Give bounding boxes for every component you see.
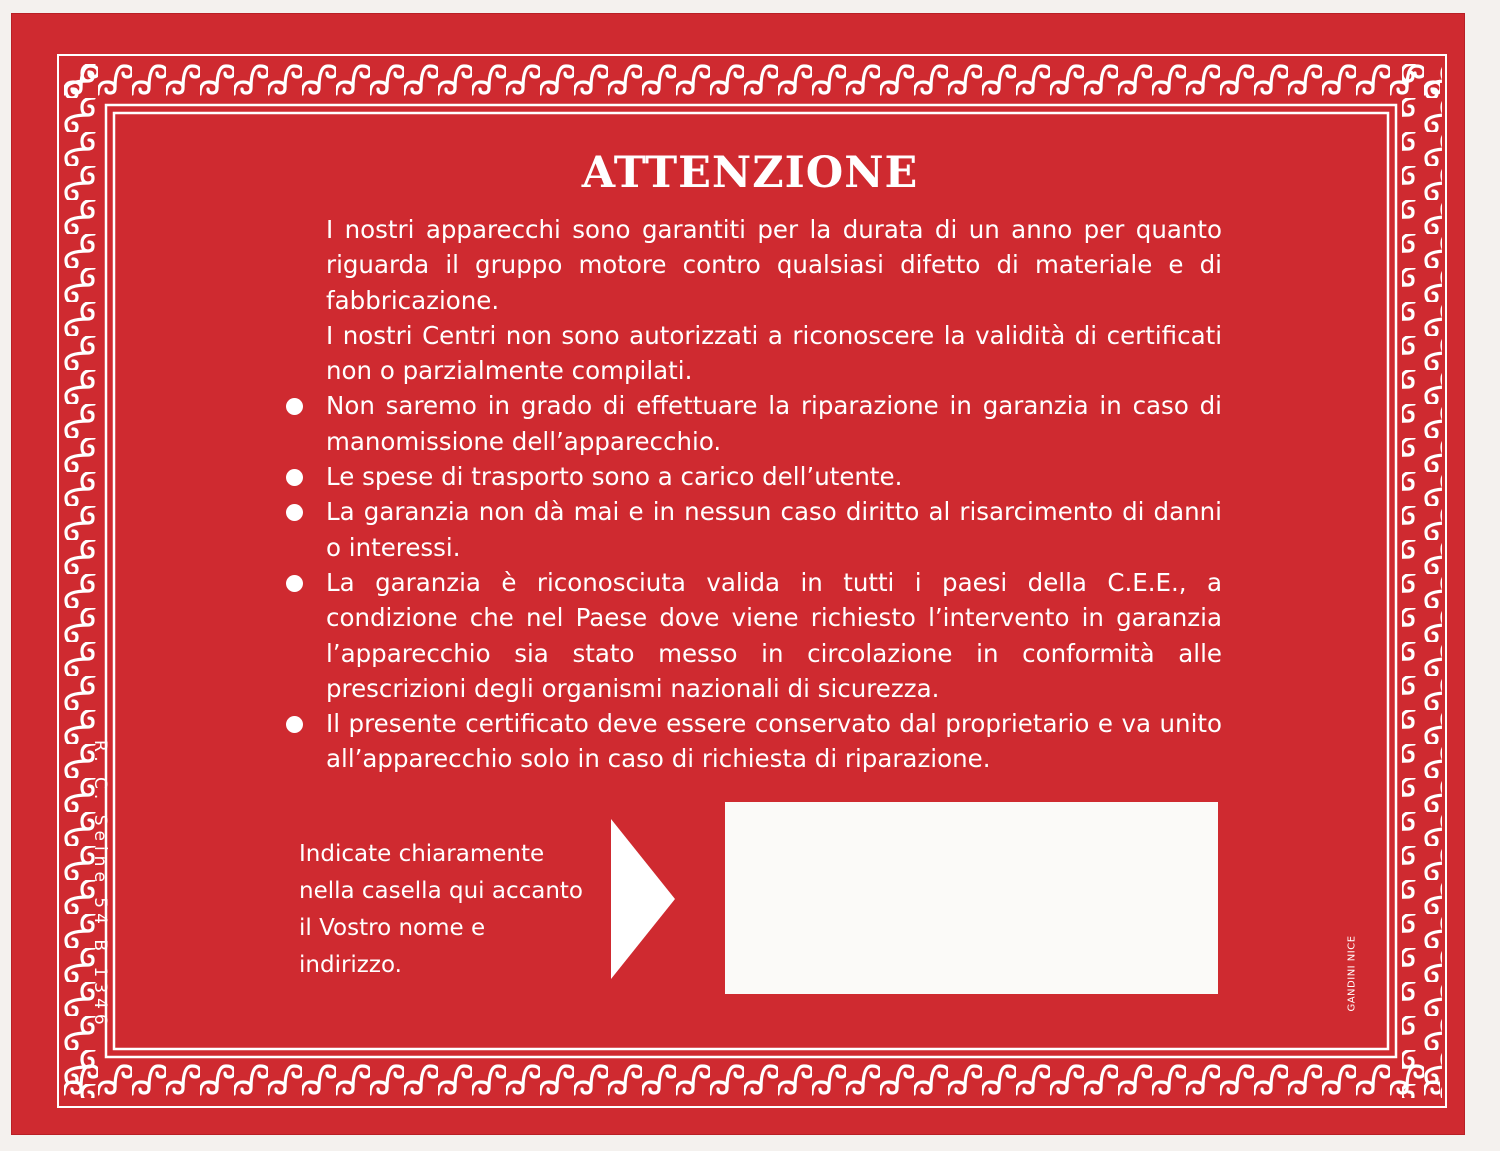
border-right-band — [1402, 64, 1442, 1098]
bullet-item: Non saremo in grado di effettuare la riparazione in garanzia in caso di manomissione dell’apparecchio. — [282, 388, 1222, 459]
arrow-right-icon — [611, 819, 677, 979]
registration-code: R. C. Seine 54 B 1346 — [90, 740, 110, 1030]
address-box[interactable] — [725, 802, 1218, 994]
bullet-item: La garanzia è riconosciuta valida in tutti i paesi della C.E.E., a condizione che nel Paese dove viene richiesto l’intervento in garanzia l’apparecchio sia stato messo in circolazione in conformità alle prescrizioni degli organismi nazionali di sicurezza. — [282, 565, 1222, 706]
printer-mark: GANDINI NICE — [1346, 935, 1358, 1012]
warranty-terms — [282, 212, 1222, 777]
bullet-item: Il presente certificato deve essere conservato dal proprietario e va unito all’apparecchio solo in caso di richiesta di riparazione. — [282, 706, 1222, 777]
bullet-item: Le spese di trasporto sono a carico dell’utente. — [282, 459, 1222, 494]
page-title: ATTENZIONE — [581, 148, 919, 198]
bullet-item: La garanzia non dà mai e in nessun caso diritto al risarcimento di danni o interessi. — [282, 494, 1222, 565]
address-instruction: Indicate chiaramente nella casella qui accanto il Vostro nome e indirizzo. — [299, 841, 583, 978]
border-bottom-band — [64, 1062, 1440, 1102]
border-top-band — [64, 60, 1440, 100]
paragraph: I nostri Centri non sono autorizzati a riconoscere la validità di certificati non o parzialmente compilati. — [326, 320, 1222, 386]
paragraph: I nostri apparecchi sono garantiti per la durata di un anno per quanto riguarda il gruppo motore contro qualsiasi difetto di materiale e di fabbricazione. — [326, 215, 1222, 315]
